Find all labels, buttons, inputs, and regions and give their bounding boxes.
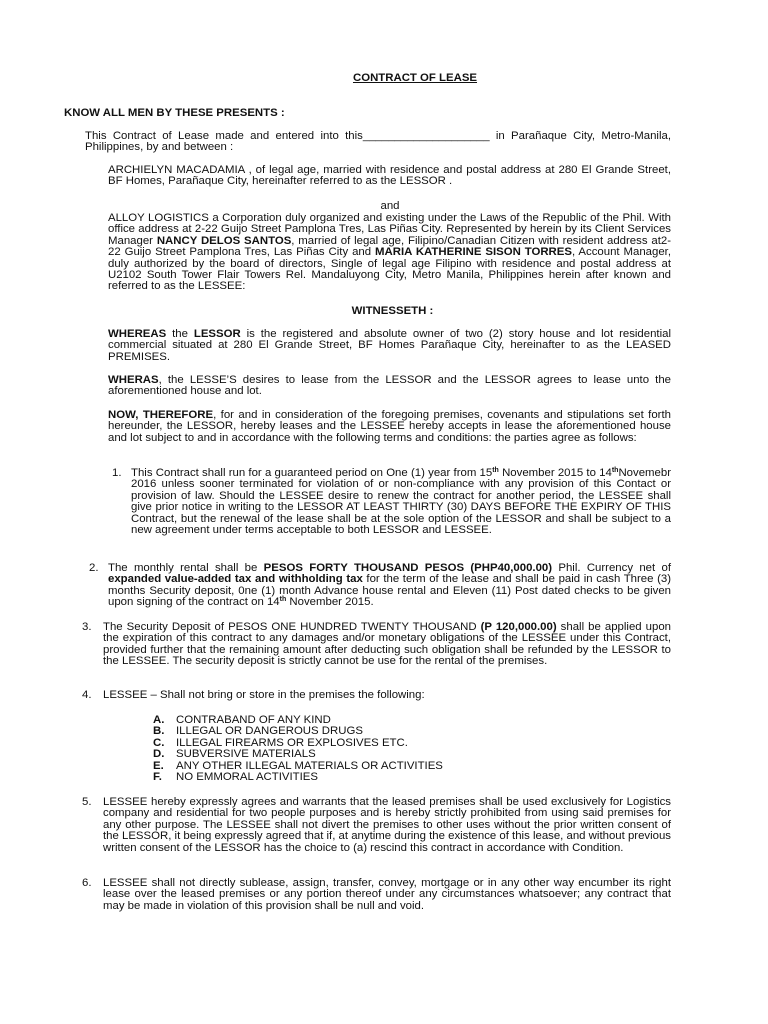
clause-5-text: LESSEE hereby expressly agrees and warrants that the leased premises shall be used exclusively for Logistics company and residential for two people purposes and is hereby strictly prohibited from using said premises for any other purpose. The LESSEE shall not divert the premises to other uses without the prior written consent of the LESSOR, it being expressly agreed that if, at anytime during the existence of this lease, and without previous written consent of the LESSOR has the choice to (a) rescind this contract in accordance with Condition.	[103, 796, 671, 854]
clause-1-s2: th	[611, 467, 619, 474]
title-text: CONTRACT OF LEASE	[352, 72, 478, 84]
and-separator: and	[380, 200, 400, 212]
whereas-1-b2: LESSOR	[193, 328, 241, 340]
clause-3-number: 3.	[82, 621, 92, 633]
clause-1-text	[131, 468, 671, 536]
list-item-letter: C.	[153, 737, 165, 749]
clause-4-number: 4.	[82, 689, 92, 701]
list-item-text: SUBVERSIVE MATERIALS	[176, 748, 316, 760]
clause-2-t4: November 2015.	[286, 596, 374, 609]
list-item-letter: B.	[153, 725, 165, 737]
clause-2-t3: for the term of the lease and shall be paid in cash Three (3) months Security deposit, 0ne (1) month Advance house rental and Eleven (11) Post dated checks to be given upon signing of the contract on 14	[108, 573, 671, 609]
list-item-text: CONTRABAND OF ANY KIND	[176, 714, 331, 726]
whereas-2-b1: WHERAS	[108, 374, 159, 386]
whereas-2-t1: , the LESSE’S desires to lease from the LESSOR and the LESSOR agrees to lease unto the aforementioned house and lot.	[108, 374, 671, 398]
witnesseth-heading: WITNESSETH :	[351, 305, 434, 317]
clause-2-s1: th	[279, 596, 287, 604]
clause-2-t2: Phil. Currency net of	[552, 562, 671, 574]
lessee-text-3: , Account Manager, duly authorized by the board of directors, Single of legal age Filipino with residence and postal address at U2102 South Tower Flair Towers Rel. Mandaluyong City, Metro Manila, Philippines herein after known and referred to as the LESSEE:	[108, 246, 671, 293]
clause-1-s1: th	[492, 467, 499, 474]
now-therefore-b1: NOW, THEREFORE	[108, 409, 214, 421]
clause-2-text	[108, 563, 671, 609]
list-item-text: NO EMMORAL ACTIVITIES	[176, 771, 318, 783]
lessee-paragraph	[108, 213, 671, 293]
whereas-1-t1: the	[166, 328, 194, 340]
whereas-1-t2: is the registered and absolute owner of two (2) story house and lot residential commercial situated at 280 El Grande Street, BF Homes Parañaque City, hereinafter to as the LEASED PREMISES.	[108, 328, 671, 363]
lessor-paragraph: ARCHIELYN MACADAMIA , of legal age, married with residence and postal address at 280 El Grande Street, BF Homes, Parañaque City, hereinafter referred to as the LESSOR .	[108, 164, 671, 188]
document-title	[300, 73, 530, 84]
clause-6-number: 6.	[82, 877, 92, 889]
now-therefore-paragraph	[108, 410, 671, 444]
list-item-letter: A.	[153, 714, 165, 726]
lessee-text-1: ALLOY LOGISTICS a Corporation duly organized and existing under the Laws of the Republic of the Phil. With office address at 2-22 Guijo Street Pamplona Tres, Las Piñas City. Represented by herein by its Client Services Manager	[108, 212, 671, 247]
list-item-text: ILLEGAL OR DANGEROUS DRUGS	[176, 725, 363, 737]
list-item-letter: E.	[153, 760, 164, 772]
lessee-text-2: , married of legal age, Filipino/Canadian Citizen with resident address at2-22 Guijo Street Pamplona Tres, Las Piñas City and	[108, 234, 672, 259]
clause-3-b1: (P 120,000.00)	[480, 621, 557, 633]
intro-heading: KNOW ALL MEN BY THESE PRESENTS :	[64, 107, 285, 119]
clause-3-t1: The Security Deposit of PESOS ONE HUNDRED TWENTY THOUSAND	[103, 621, 481, 633]
clause-2-t1: The monthly rental shall be	[108, 562, 264, 574]
clause-4-text: LESSEE – Shall not bring or store in the premises the following:	[103, 689, 425, 701]
whereas-1-paragraph	[108, 329, 671, 363]
clause-1-t1: This Contract shall run for a guaranteed period on One (1) year from 15	[131, 467, 493, 479]
now-therefore-t1: , for and in consideration of the foregoing premises, covenants and stipulations set forth hereunder, the LESSOR, hereby leases and the LESSEE hereby accepts in lease the aforementioned house and lot subject to and in accordance with the following terms and conditions: the parties agree as follows:	[108, 409, 671, 444]
clause-1-t3: Novemebr 2016 unless sooner terminated for violation of or non-compliance with any provision of this Contact or provision of law. Should the LESSEE desire to renew the contract for another period, the LESSEE shall give prior notice in writing to the LESSOR AT LEAST THIRTY (30) DAYS BEFORE THE EXPIRY OF THIS Contract, but the renewal of the lease shall be at the sole option of the LESSOR and shall be subject to a new agreement under terms acceptable to both LESSOR and LESSEE.	[131, 467, 671, 537]
clause-1-t2: November 2015 to 14	[498, 467, 612, 479]
clause-3-t2: shall be applied upon the expiration of this contract to any damages and/or monetary obligations of the LESSEE under this Contract, provided further that the remaining amount after deducting such obligation shall be refunded by the LESSOR to the LESSEE. The security deposit is strictly cannot be use for the rental of the premises.	[103, 621, 671, 668]
clause-2-number: 2.	[89, 562, 99, 574]
clause-5-number: 5.	[82, 796, 92, 808]
list-item-text: ILLEGAL FIREARMS OR EXPLOSIVES ETC.	[176, 737, 408, 749]
clause-2-b1: PESOS FORTY THOUSAND PESOS (PHP40,000.00)	[263, 562, 553, 574]
lessee-rep-1: NANCY DELOS SANTOS	[156, 234, 292, 247]
lessee-rep-2: MARIA KATHERINE SISON TORRES	[375, 246, 572, 259]
clause-2-b2: expanded value-added tax and withholding tax	[108, 573, 363, 586]
list-item-text: ANY OTHER ILLEGAL MATERIALS OR ACTIVITIES	[176, 760, 443, 772]
clause-6-text: LESSEE shall not directly sublease, assign, transfer, convey, mortgage or in any other way encumber its right lease over the leased premises or any portion thereof under any circumstances whatsoever; any contract that may be made in violation of this provision shall be null and void.	[103, 877, 671, 912]
clause-3-text	[103, 622, 671, 668]
opening-paragraph: This Contract of Lease made and entered into this____________________ in Parañaque City, Metro-Manila, Philippines, by and between :	[85, 130, 671, 154]
clause-1-number: 1.	[112, 467, 122, 479]
whereas-1-b1: WHEREAS	[108, 328, 167, 340]
list-item-letter: F.	[153, 771, 162, 783]
list-item-letter: D.	[153, 748, 165, 760]
whereas-2-paragraph	[108, 375, 671, 398]
